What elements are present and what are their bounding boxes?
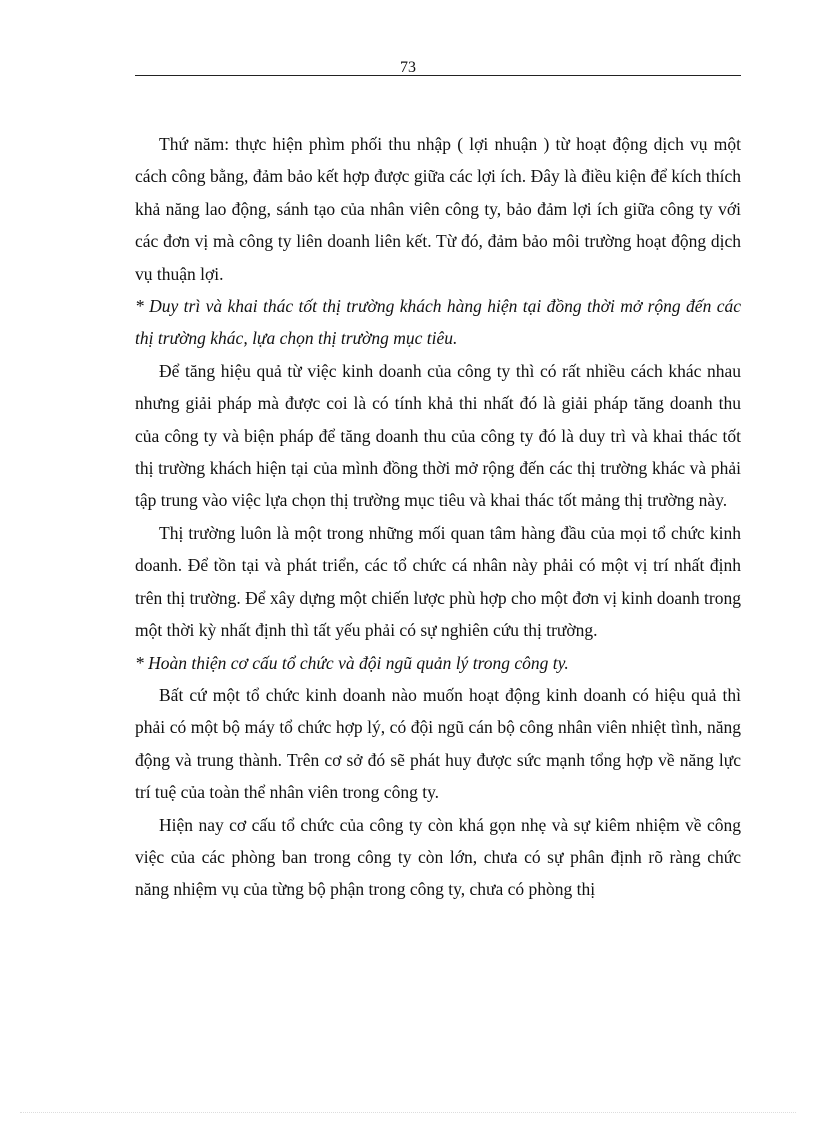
header-rule xyxy=(135,75,741,76)
paragraph-fifth-point: Thứ năm: thực hiện phìm phối thu nhập ( lợi nhuận ) từ hoạt động dịch vụ một cách công bằng, đảm bảo kết hợp được giữa các lợi ích. Đây là điều kiện để kích thích khả năng lao động, sánh tạo của nhân viên công ty, bảo đảm lợi ích giữa công ty với các đơn vị mà công ty liên doanh liên kết. Từ đó, đảm bảo môi trường hoạt động dịch vụ thuận lợi. xyxy=(135,134,741,284)
page-number: 73 xyxy=(400,59,416,76)
document-body xyxy=(135,128,741,906)
paragraph-market-concern: Thị trường luôn là một trong những mối quan tâm hàng đầu của mọi tổ chức kinh doanh. Để tồn tại và phát triển, các tổ chức cá nhân này phải có một vị trí nhất định trên thị trường. Để xây dựng một chiến lược phù hợp cho một đơn vị kinh doanh trong một thời kỳ nhất định thì tất yếu phải có sự nghiên cứu thị trường. xyxy=(135,522,741,641)
footer-rule xyxy=(20,1112,796,1113)
paragraph-current-structure: Hiện nay cơ cấu tổ chức của công ty còn khá gọn nhẹ và sự kiêm nhiệm về công việc của các phòng ban trong công ty còn lớn, chưa có sự phân định rõ ràng chức năng nhiệm vụ của từng bộ phận trong công ty, chưa có phòng thị xyxy=(135,814,741,900)
heading-market-retention: * Duy trì và khai thác tốt thị trường khách hàng hiện tại đồng thời mở rộng đến các thị trường khác, lựa chọn thị trường mục tiêu. xyxy=(135,296,741,349)
paragraph-organization-effectiveness: Bất cứ một tổ chức kinh doanh nào muốn hoạt động kinh doanh có hiệu quả thì phải có một bộ máy tổ chức hợp lý, có đội ngũ cán bộ công nhân viên nhiệt tình, năng động và trung thành. Trên cơ sở đó sẽ phát huy được sức mạnh tổng hợp về năng lực trí tuệ của toàn thể nhân viên trong công ty. xyxy=(135,684,741,803)
paragraph-increase-efficiency: Để tăng hiệu quả từ việc kinh doanh của công ty thì có rất nhiều cách khác nhau nhưng giải pháp mà được coi là có tính khả thi nhất đó là giải pháp tăng doanh thu của công ty và biện pháp để tăng doanh thu của công ty đó là duy trì và khai thác tốt thị trường khách hiện tại của mình đồng thời mở rộng đến các thị trường khác và phải tập trung vào việc lựa chọn thị trường mục tiêu và khai thác tốt mảng thị trường này. xyxy=(135,360,741,511)
heading-organization-structure: * Hoàn thiện cơ cấu tổ chức và đội ngũ quản lý trong công ty. xyxy=(135,652,569,673)
